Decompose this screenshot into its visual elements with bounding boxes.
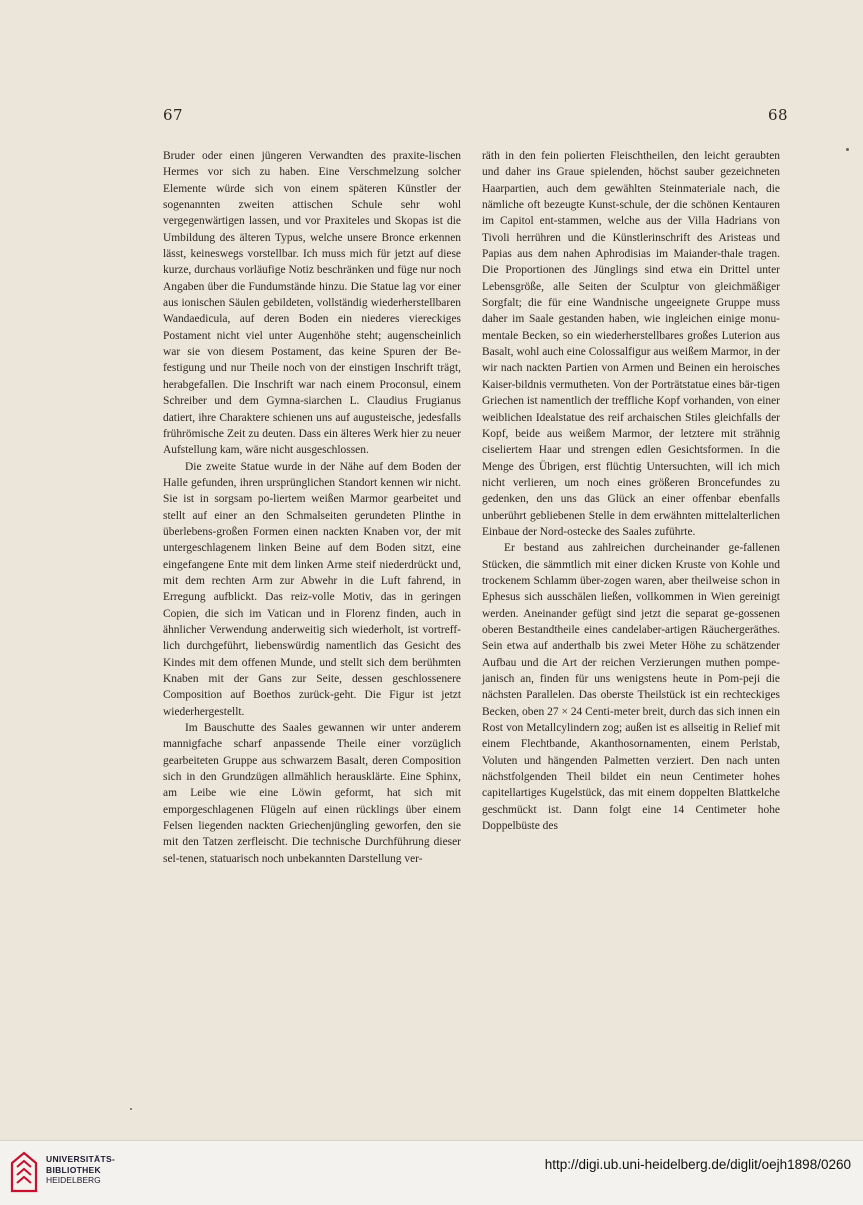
paragraph: Die zweite Statue wurde in der Nähe auf dem Boden der Halle gefunden, ihren ursprünglichen Standort kennen wir nicht. Sie ist in sorgsam po-liertem weißen Marmor gearbeitet und stellt auf einer an den Schmalseiten gerundeten Plinthe in überlebens-großen Formen einen nackten Knaben vor, der mit untergeschlagenem linken Beine auf dem Boden sitzt, eine eingefangene Ente mit dem linken Arme steif niederdrückt und, mit dem rechten Arm zur Abwehr in die Luft fahrend, in Erregung aufblickt. Das reiz-volle Motiv, das in geringen Copien, die sich im Vatican und in Florenz finden, auch in ähnlicher Verwendung anderweitig sich wiederholt, ist vortreff-lich durchgeführt, liebenswürdig namentlich das Gesicht des Kindes mit dem offenen Munde, und stellt sich dem berühmten Knaben mit der Gans zur Seite, dessen geschlossenere Composition auf Boethos zurück-geht. Die Figur ist jetzt wiederhergestellt.	[163, 460, 461, 718]
page-number-right: 68	[768, 106, 789, 124]
source-url-link[interactable]: http://digi.ub.uni-heidelberg.de/diglit/oejh1898/0260	[544, 1157, 851, 1172]
library-footer	[0, 1140, 863, 1205]
right-text-column	[482, 148, 780, 834]
paragraph: Er bestand aus zahlreichen durcheinander ge-fallenen Stücken, die sämmtlich mit einer dicken Kruste von Kohle und trockenem Schlamm über-zogen waren, aber theilweise schon in Ephesus sich ausschälen ließen, vollkommen in Wien gereinigt werden. Aneinander gefügt sind jetzt die separat ge-gossenen oberen Bestandtheile eines candelaber-artigen Räuchergeräthes. Sein etwa auf anderthalb bis zwei Meter Höhe zu schätzender Aufbau und die Art der reichen Verzierungen muthen pompe-janisch an, finden für uns wenigstens heute in Pom-peji die nächsten Parallelen. Das oberste Theilstück ist ein rechteckiges Becken, oben 27 × 24 Centi-meter breit, durch das sich innen ein Rost von Metallcylindern zog; außen ist es allseitig in Relief mit einem Flechtbande, Akanthosornamenten, einem Perlstab, Voluten und hängenden Palmetten verziert. Den nach unten nächstfolgenden Theil bildet ein neun Centimeter hohes capitellartiges Kugelstück, das mit einem doppelten Blattkelche geschmückt ist. Dann folgt eine 14 Centimeter hohe Doppelbüste des	[482, 542, 780, 833]
paragraph: Bruder oder einen jüngeren Verwandten des praxite-lischen Hermes vor sich zu haben. Eine Verschmelzung solcher Elemente würde sich von einem späteren Künstler der sogenannten zweiten attischen Schule sehr wohl vergegenwärtigen lassen, und vor Praxiteles und Skopas ist die Umbildung des älteren Typus, welche unsere Bronce erkennen lässt, keineswegs vorstellbar. Ich muss mich für jetzt auf diese kurze, durchaus vorläufige Notiz beschränken und füge nur noch Angaben über die Fundumstände hinzu. Die Statue lag vor einer aus ionischen Säulen gebildeten, vollständig wiederherstellbaren Wandaedicula, auf deren Boden ein niederes viereckiges Postament nicht viel unter Augenhöhe steht; augenscheinlich war sie von diesem Postament, das keine Spuren der Be-festigung und nur Theile noch von der einstigen Inschrift trägt, herabgefallen. Die Inschrift war nach einem Proconsul, einem Schreiber und dem Gymna-siarchen L. Claudius Frugianus datiert, ihre Charaktere schienen uns auf augusteische, jedesfalls frührömische Zeit zu deuten. Dass ein älteres Werk hier zu neuer Aufstellung kam, wäre nicht ausgeschlossen.	[163, 150, 461, 457]
page-number-left: 67	[163, 106, 184, 124]
scan-speck	[846, 148, 849, 151]
paragraph: räth in den fein polierten Fleischtheilen, den leicht geraubten und daher ins Graue spielenden, höchst sauber gezeichneten Haarpartien, auch dem gewählten Steinmateriale nach, die nämliche oft bezeugte Kunst-schule, der die schönen Kentauren im Capitol ent-stammen, welche aus der Villa Hadrians von Tivoli herrühren und die Künstlerinschrift des Aristeas und Papias aus dem nahen Aphrodisias im Maiander-thale tragen. Die Proportionen des Jünglings sind etwa ein Drittel unter Lebensgröße, alle Seiten der Sculptur von gleichmäßiger Sorgfalt; die für eine Wandnische ungeeignete Gruppe muss daher im Saale gestanden haben, wie ingleichen einige monu-mentale Becken, so ein wiederherstellbares großes Luterion aus Basalt, wohl auch eine Colossalfigur aus weißem Marmor, in der wir nach nackten Partien von Armen und Beinen ein heroisches Kaiser-bildnis vermutheten. Von der Porträtstatue eines bär-tigen Griechen ist namentlich der treffliche Kopf vorhanden, von einer weiblichen Idealstatue des reif archaischen Stiles gleichfalls der Kopf, beide aus weißem Marmor, der letztere mit strähnig ciseliertem Haar und strengen edlen Gesichtsformen. In die Menge des Übrigen, erst flüchtig Untersuchten, will ich mich nicht verlieren, um noch eines größeren Broncefundes zu gedenken, den uns das Glück an einer offenbar ebenfalls unberührt gebliebenen Stelle in dem erwähnten mittelalterlichen Einbaue der Nord-ostecke des Saales zuführte.	[482, 150, 780, 538]
library-logo-icon	[10, 1151, 38, 1195]
left-text-column	[163, 148, 461, 867]
scan-speck	[130, 1108, 132, 1110]
paragraph: Im Bauschutte des Saales gewannen wir unter anderem mannigfache scharf anpassende Theile einer vorzüglich gearbeiteten Gruppe aus schwarzem Basalt, deren Composition sich in den Grundzügen allmählich herausklärte. Eine Sphinx, am Leibe wie eine Löwin geformt, hat sich mit emporgeschlagenen Flügeln auf einen rücklings über einem Felsen liegenden nackten Griechenjüngling geworfen, den sie mit den Tatzen zerfleischt. Die technische Durchführung dieser sel-tenen, statuarisch noch unbekannten Darstellung ver-	[163, 722, 461, 865]
institution-name: UNIVERSITÄTS- BIBLIOTHEK HEIDELBERG	[46, 1154, 116, 1185]
